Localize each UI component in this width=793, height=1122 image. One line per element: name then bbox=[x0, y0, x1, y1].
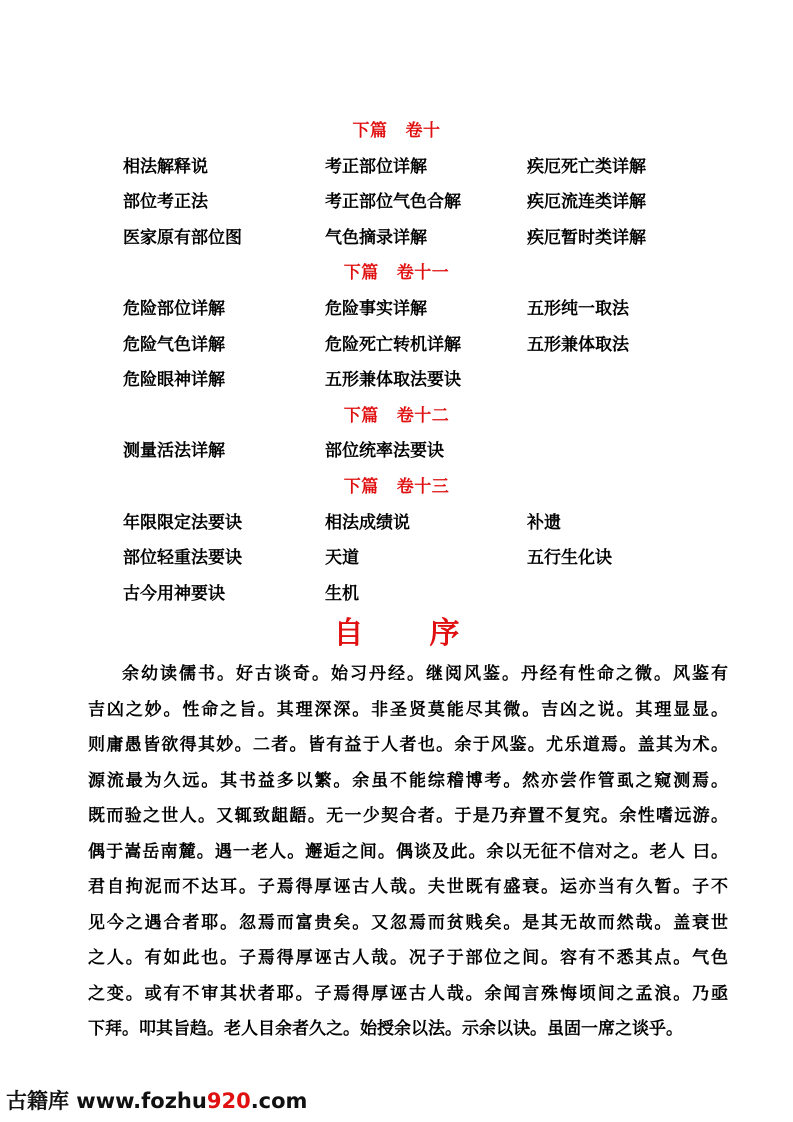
toc-entry: 五形兼体取法要诀 bbox=[325, 370, 461, 390]
preface-title bbox=[0, 608, 793, 652]
toc-row bbox=[0, 543, 793, 567]
toc-entry: 五行生化诀 bbox=[527, 548, 612, 568]
watermark-suffix: .com bbox=[250, 1089, 308, 1113]
toc-entry: 相法成绩说 bbox=[325, 513, 410, 533]
toc-row bbox=[0, 223, 793, 247]
preface-line: 吉凶之妙。性命之旨。其理深深。非圣贤莫能尽其微。吉凶之说。其理显显。 bbox=[88, 699, 728, 720]
section-title: 下篇 bbox=[343, 477, 379, 497]
toc-entry: 五形兼体取法 bbox=[527, 335, 629, 355]
toc-row bbox=[0, 152, 793, 176]
preface-line: 见今之遇合者耶。忽焉而富贵矣。又忽焉而贫贱矣。是其无故而然哉。盖衰世 bbox=[88, 912, 728, 933]
section-volume: 卷十 bbox=[405, 121, 441, 141]
preface-body bbox=[88, 657, 728, 1048]
section-volume: 卷十二 bbox=[396, 406, 450, 426]
toc-entry: 危险眼神详解 bbox=[123, 370, 225, 390]
preface-line: 既而验之世人。又辄致龃龉。无一少契合者。于是乃弃置不复究。余性嗜远游。 bbox=[88, 806, 728, 826]
preface-line: 偶于嵩岳南麓。遇一老人。邂逅之间。偶谈及此。余以无征不信对之。老人 曰。 bbox=[88, 841, 728, 862]
toc-entry: 部位统率法要诀 bbox=[325, 441, 444, 461]
section-heading bbox=[0, 472, 793, 497]
preface-line: 源流最为久远。其书益多以繁。余虽不能综稽博考。然亦尝作管虱之窥测焉。 bbox=[88, 770, 728, 791]
section-volume: 卷十一 bbox=[396, 263, 450, 283]
section-heading bbox=[0, 116, 793, 141]
preface-line: 余幼读儒书。好古谈奇。始习丹经。继阅风鉴。丹经有性命之微。风鉴有 bbox=[122, 664, 728, 684]
toc-row bbox=[0, 330, 793, 354]
preface-line: 下拜。叩其旨趋。老人目余者久之。始授余以法。示余以诀。虽固一席之谈乎。 bbox=[88, 1019, 683, 1039]
toc-row bbox=[0, 436, 793, 460]
preface-title-char: 自 bbox=[333, 616, 364, 651]
section-volume: 卷十三 bbox=[396, 477, 450, 497]
preface-line: 之人。有如此也。子焉得厚诬古人哉。况子于部位之间。容有不悉其点。气色 bbox=[88, 948, 728, 968]
toc-entry: 气色摘录详解 bbox=[325, 228, 427, 248]
toc-entry: 五形纯一取法 bbox=[527, 299, 629, 319]
toc-entry: 测量活法详解 bbox=[123, 441, 225, 461]
watermark-number: 920 bbox=[206, 1089, 251, 1113]
toc-entry: 古今用神要诀 bbox=[123, 584, 225, 604]
toc-entry: 医家原有部位图 bbox=[123, 228, 242, 248]
toc-row bbox=[0, 579, 793, 603]
preface-line: 君自拘泥而不达耳。子焉得厚诬古人哉。夫世既有盛衰。运亦当有久暂。子不 bbox=[88, 877, 728, 897]
toc-entry: 危险事实详解 bbox=[325, 299, 427, 319]
toc-row bbox=[0, 365, 793, 389]
toc-entry: 疾厄死亡类详解 bbox=[527, 157, 646, 177]
toc-row bbox=[0, 294, 793, 318]
toc-entry: 生机 bbox=[325, 584, 359, 604]
watermark-prefix: 古籍库 www.fozhu bbox=[6, 1089, 207, 1113]
toc-entry: 相法解释说 bbox=[123, 157, 208, 177]
toc-entry: 天道 bbox=[325, 548, 359, 568]
preface-line: 之变。或有不审其状者耶。子焉得厚诬古人哉。余闻言殊悔顷间之孟浪。乃亟 bbox=[88, 983, 728, 1004]
toc-entry: 疾厄暂时类详解 bbox=[527, 228, 646, 248]
toc-row bbox=[0, 187, 793, 211]
section-heading bbox=[0, 258, 793, 283]
toc-entry: 考正部位气色合解 bbox=[325, 192, 461, 212]
preface-title-char: 序 bbox=[429, 616, 460, 651]
section-title: 下篇 bbox=[343, 406, 379, 426]
toc-entry: 危险气色详解 bbox=[123, 335, 225, 355]
toc-entry: 危险部位详解 bbox=[123, 299, 225, 319]
toc-entry: 年限限定法要诀 bbox=[123, 513, 242, 533]
section-heading bbox=[0, 401, 793, 426]
section-title: 下篇 bbox=[352, 121, 388, 141]
toc-entry: 部位考正法 bbox=[123, 192, 208, 212]
preface-line: 则庸愚皆欲得其妙。二者。皆有益于人者也。余于风鉴。尤乐道焉。盖其为术。 bbox=[88, 735, 728, 755]
toc-entry: 补遗 bbox=[527, 513, 561, 533]
toc-entry: 考正部位详解 bbox=[325, 157, 427, 177]
toc-entry: 危险死亡转机详解 bbox=[325, 335, 461, 355]
toc-entry: 疾厄流连类详解 bbox=[527, 192, 646, 212]
site-watermark bbox=[6, 1085, 307, 1115]
toc-row bbox=[0, 508, 793, 532]
toc-entry: 部位轻重法要诀 bbox=[123, 548, 242, 568]
section-title: 下篇 bbox=[343, 263, 379, 283]
